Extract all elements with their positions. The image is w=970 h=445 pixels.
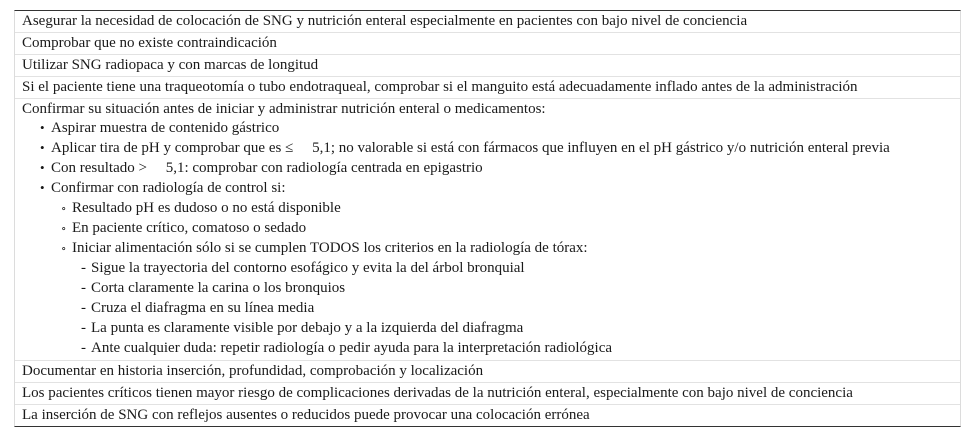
table-row [15,55,960,77]
table-row [15,383,960,405]
row-text: Documentar en historia inserción, profundidad, comprobación y localización [22,363,484,379]
confirm-placement-row [15,99,960,361]
bullet-text: Aspirar muestra de contenido gástrico [51,120,280,136]
criterion-text: Corta claramente la carina o los bronquios [91,280,346,296]
bullet-item [22,118,960,138]
criterion-item [22,278,960,298]
row-text: Los pacientes críticos tienen mayor riesgo de complicaciones derivadas de la nutrición enteral, especialmente con bajo nivel de conciencia [22,385,853,401]
circle-marker: ∘ [61,243,67,255]
row-text: La inserción de SNG con reflejos ausentes o reducidos puede provocar una colocación errónea [22,407,590,423]
criterion-item [22,298,960,318]
bullet-item [22,138,960,158]
circle-marker: ∘ [61,223,67,235]
bullet-marker: • [40,160,45,175]
bullet-item [22,178,960,198]
row-text: Utilizar SNG radiopaca y con marcas de longitud [22,57,319,73]
bullet-text: Aplicar tira de pH y comprobar que es ≤ 5,1; no valorable si está con fármacos que influyen en el pH gástrico y/o nutrición enteral previa [51,140,890,156]
dash-marker: - [81,260,86,276]
circle-marker: ∘ [61,203,67,215]
sub-item [22,198,960,218]
bullet-marker: • [40,140,45,155]
criterion-text: La punta es claramente visible por debajo y a la izquierda del diafragma [91,320,524,336]
bullet-text: Confirmar con radiología de control si: [51,180,286,196]
dash-marker: - [81,280,86,296]
bullet-marker: • [40,180,45,195]
bullet-item [22,158,960,178]
criterion-item [22,258,960,278]
bullet-marker: • [40,120,45,135]
table-row [15,405,960,426]
sub-item-text: Iniciar alimentación sólo si se cumplen TODOS los criterios en la radiología de tórax: [72,240,588,256]
bullet-text: Con resultado > 5,1: comprobar con radiología centrada en epigastrio [51,160,483,176]
criterion-text: Sigue la trayectoria del contorno esofágico y evita la del árbol bronquial [91,260,525,276]
table-row [15,77,960,99]
table-row [15,11,960,33]
sub-item [22,238,960,258]
dash-marker: - [81,320,86,336]
sub-item-text: En paciente crítico, comatoso o sedado [72,220,307,236]
row-text: Si el paciente tiene una traqueotomía o tubo endotraqueal, comprobar si el manguito está adecuadamente inflado antes de la administración [22,79,858,95]
criterion-item [22,338,960,358]
sub-item [22,218,960,238]
recommendations-table [14,10,961,427]
row-text: Asegurar la necesidad de colocación de SNG y nutrición enteral especialmente en pacientes con bajo nivel de conciencia [22,13,748,29]
confirm-heading: Confirmar su situación antes de iniciar y administrar nutrición enteral o medicamentos: [22,101,546,117]
criterion-item [22,318,960,338]
row-text: Comprobar que no existe contraindicación [22,35,277,51]
sub-item-text: Resultado pH es dudoso o no está disponible [72,200,341,216]
table-row [15,33,960,55]
table-row [15,361,960,383]
dash-marker: - [81,300,86,316]
dash-marker: - [81,340,86,356]
criterion-text: Cruza el diafragma en su línea media [91,300,315,316]
criterion-text: Ante cualquier duda: repetir radiología o pedir ayuda para la interpretación radiológica [91,340,613,356]
